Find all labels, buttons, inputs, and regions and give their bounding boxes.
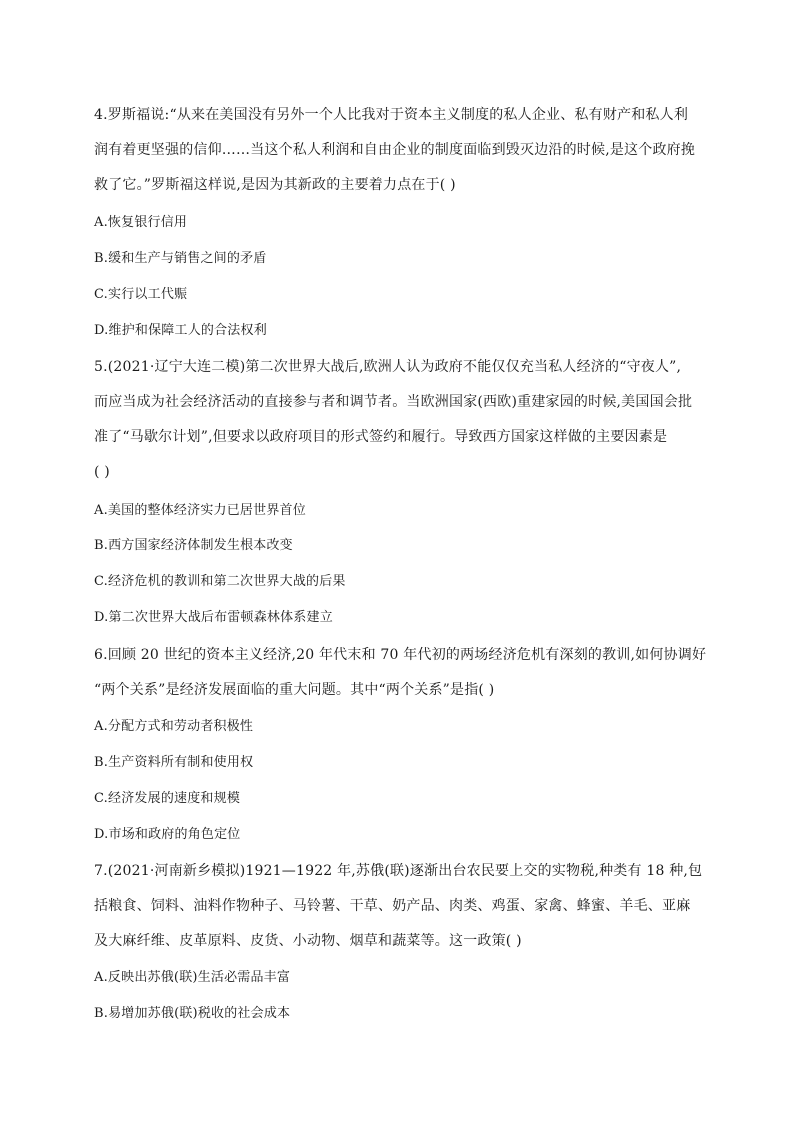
question-6-stem-line-2: “两个关系”是经济发展面临的重大问题。其中“两个关系”是指( )	[94, 682, 495, 698]
question-5-option-d: D.第二次世界大战后布雷顿森林体系建立	[94, 610, 333, 625]
question-4-option-a: A.恢复银行信用	[94, 215, 188, 230]
question-4-option-d: D.维护和保障工人的合法权利	[94, 323, 267, 338]
question-6-option-c: C.经济发展的速度和规模	[94, 791, 241, 806]
question-5-option-a: A.美国的整体经济实力已居世界首位	[94, 503, 306, 518]
question-7-option-b: B.易增加苏俄(联)税收的社会成本	[94, 1006, 291, 1021]
question-6-option-b: B.生产资料所有制和使用权	[94, 755, 254, 770]
question-4-option-c: C.实行以工代赈	[94, 287, 188, 302]
question-7-stem-line-2: 括粮食、饲料、油料作物种子、马铃薯、干草、奶产品、肉类、鸡蛋、家禽、蜂蜜、羊毛、亚麻	[94, 898, 691, 914]
question-5-option-b: B.西方国家经济体制发生根本改变	[94, 538, 293, 553]
question-5-stem-line-3: 准了“马歇尔计划”,但要求以政府项目的形式签约和履行。导致西方国家这样做的主要因素是	[94, 429, 668, 445]
question-7-stem-line-3: 及大麻纤维、皮革原料、皮货、小动物、烟草和蔬菜等。这一政策( )	[94, 933, 522, 949]
question-4-stem-line-2: 润有着更坚强的信仰……当这个私人利润和自由企业的制度面临到毁灭边沿的时候,是这个政府挽	[94, 142, 696, 158]
question-7-stem-line-1: 7.(2021·河南新乡模拟)1921—1922 年,苏俄(联)逐渐出台农民要上交的实物税,种类有 18 种,包	[94, 863, 703, 879]
question-6-option-d: D.市场和政府的角色定位	[94, 827, 241, 842]
question-5-stem-line-4: ( )	[94, 464, 110, 480]
question-6-stem-line-1: 6.回顾 20 世纪的资本主义经济,20 年代末和 70 年代初的两场经济危机有深刻的教训,如何协调好	[94, 647, 707, 663]
question-4-stem-line-1: 4.罗斯福说:“从来在美国没有另外一个人比我对于资本主义制度的私人企业、私有财产和私人利	[94, 107, 689, 123]
question-4-option-b: B.缓和生产与销售之间的矛盾	[94, 251, 267, 266]
question-6-option-a: A.分配方式和劳动者积极性	[94, 719, 254, 734]
question-4-stem-line-3: 救了它。”罗斯福这样说,是因为其新政的主要着力点在于( )	[94, 177, 456, 193]
question-5-option-c: C.经济危机的教训和第二次世界大战的后果	[94, 574, 346, 589]
question-7-option-a: A.反映出苏俄(联)生活必需品丰富	[94, 970, 291, 985]
question-5-stem-line-1: 5.(2021·辽宁大连二模)第二次世界大战后,欧洲人认为政府不能仅仅充当私人经济的“守夜人”,	[94, 359, 682, 375]
question-5-stem-line-2: 而应当成为社会经济活动的直接参与者和调节者。当欧洲国家(西欧)重建家园的时候,美国国会批	[94, 394, 693, 410]
